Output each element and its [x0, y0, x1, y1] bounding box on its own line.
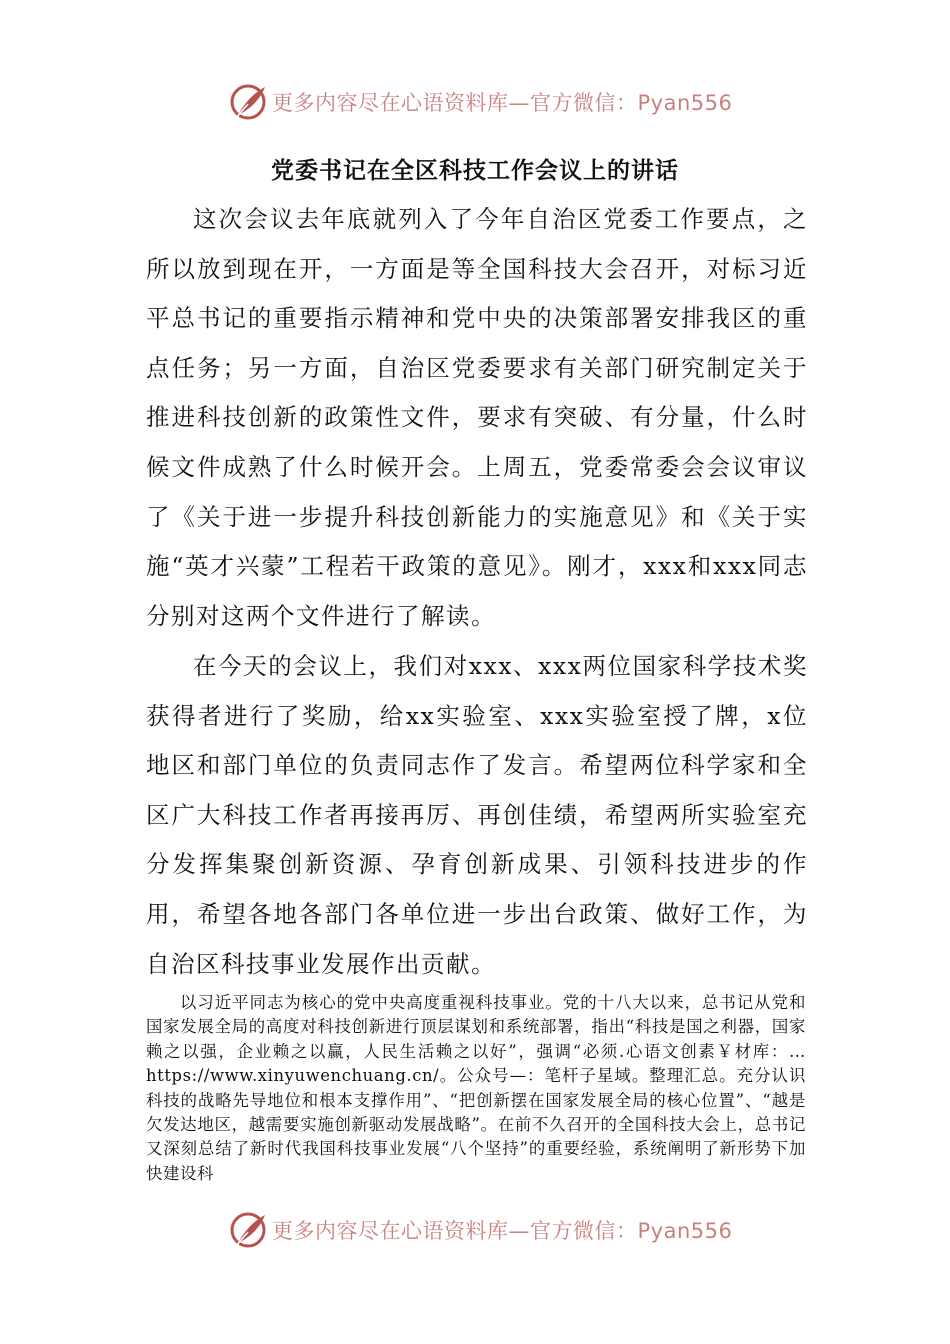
quill-pen-logo-icon [228, 82, 268, 122]
footer-banner [228, 1208, 788, 1252]
body-paragraph-1: 这次会议去年底就列入了今年自治区党委工作要点，之所以放到现在开，一方面是等全国科技大会召开，对标习近平总书记的重要指示精神和党中央的决策部署安排我区的重点任务；另一方面，自治区党委要求有关部门研究制定关于推进科技创新的政策性文件，要求有突破、有分量，什么时候文件成熟了什么时候开会。上周五，党委常委会会议审议了《关于进一步提升科技创新能力的实施意见》和《关于实施“英才兴蒙”工程若干政策的意见》。刚才，xxx和xxx同志分别对这两个文件进行了解读。 [146, 205, 808, 630]
document-title: 党委书记在全区科技工作会议上的讲话 [271, 158, 679, 184]
header-banner-text: 更多内容尽在心语资料库—官方微信：Pyan556 [272, 91, 733, 115]
body-paragraph-3-small: 以习近平同志为核心的党中央高度重视科技事业。党的十八大以来，总书记从党和国家发展全局的高度对科技创新进行顶层谋划和系统部署，指出“科技是国之利器，国家赖之以强，企业赖之以赢，人民生活赖之以好”，强调“必须.心语文创素￥材库：…https://www.xinyuwenchuang.cn/。公众号—：笔杆子星域。整理汇总。充分认识科技的战略先导地位和根本支撑作用”、“把创新摆在国家发展全局的核心位置”、“越是欠发达地区，越需要实施创新驱动发展战略”。在前不久召开的全国科技大会上，总书记又深刻总结了新时代我国科技事业发展“八个坚持”的重要经验，系统阐明了新形势下加快建设科 [146, 993, 806, 1183]
body-paragraph-2: 在今天的会议上，我们对xxx、xxx两位国家科学技术奖获得者进行了奖励，给xx实验室、xxx实验室授了牌，x位地区和部门单位的负责同志作了发言。希望两位科学家和全区广大科技工作者再接再厉、再创佳绩，希望两所实验室充分发挥集聚创新资源、孕育创新成果、引领科技进步的作用，希望各地各部门各单位进一步出台政策、做好工作，为自治区科技事业发展作出贡献。 [146, 652, 808, 978]
quill-pen-logo-icon [228, 1210, 268, 1250]
header-banner [228, 80, 788, 124]
footer-banner-text: 更多内容尽在心语资料库—官方微信：Pyan556 [272, 1219, 733, 1243]
